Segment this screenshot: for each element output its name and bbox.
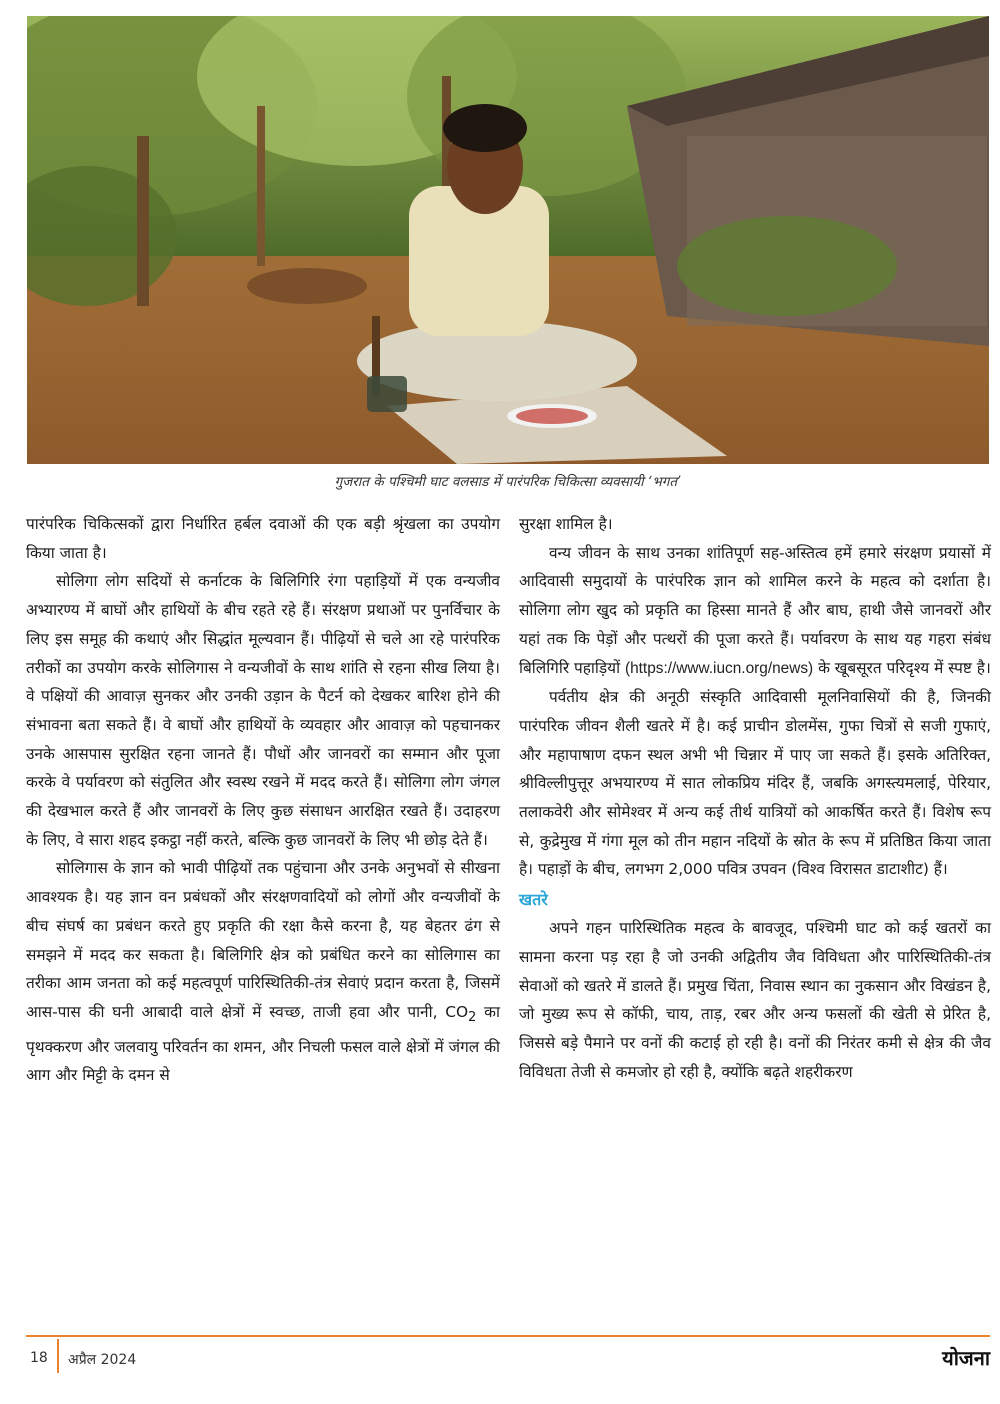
left-column	[26, 510, 500, 1090]
paragraph: पारंपरिक चिकित्सकों द्वारा निर्धारित हर्बल दवाओं की एक बड़ी श्रृंखला का उपयोग किया जाता है।	[26, 515, 500, 562]
paragraph: अपने गहन पारिस्थितिक महत्व के बावजूद, पश्चिमी घाट को कई खतरों का सामना करना पड़ रहा है जो उनकी अद्वितीय जैव विविधता और पारिस्थितिकी-तंत्र सेवाओं को खतरे में डालते हैं। प्रमुख चिंता, निवास स्थान का नुकसान और विखंडन है, जो मुख्य रूप से कॉफी, चाय, ताड़, रबर और अन्य फसलों की खेती से प्रेरित है, जिससे बड़े पैमाने पर वनों की कटाई हो रही है। वनों की निरंतर कमी से क्षेत्र की जैव विविधता तेजी से कमजोर हो रही है, क्योंकि बढ़ते शहरीकरण	[519, 919, 991, 1081]
photo-illustration	[27, 16, 989, 464]
paragraph-text: सोलिगास के ज्ञान को भावी पीढ़ियों तक पहुंचाना और उनके अनुभवों से सीखना आवश्यक है। यह ज्ञान वन प्रबंधकों और संरक्षणवादियों को लोगों और वन्यजीवों के बीच संघर्ष का प्रबंधन करते हुए प्रकृति की रक्षा कैसे करना है, यह बेहतर ढंग से समझने में मदद कर सकता है। बिलिगिरि क्षेत्र को प्रबंधित करने का सोलिगास का तरीका आम जनता को कई महत्वपूर्ण पारिस्थितिकी-तंत्र सेवाएं प्रदान करता है, जिसमें आस-पास की घनी आबादी वाले क्षेत्रों में स्वच्छ, ताजी हवा और पानी,	[26, 859, 500, 1021]
paragraph	[26, 854, 500, 1090]
paragraph: पर्वतीय क्षेत्र की अनूठी संस्कृति आदिवासी मूलनिवासियों की है, जिनकी पारंपरिक जीवन शैली खतरे में है। कई प्राचीन डोलमेंस, गुफा चित्रों से सजी गुफाएं, और महापाषाण दफन स्थल अभी भी चिन्नार में पाए जा सकते हैं। इसके अतिरिक्त, श्रीविल्लीपुत्तूर अभयारण्य में सात लोकप्रिय मंदिर हैं, जबकि अगस्त्यमलाई, पेरियार, तलाकवेरी और सोमेश्वर में अन्य कई तीर्थ यात्रियों को आकर्षित करते हैं। विशेष रूप से, कुद्रेमुख में गंगा मूल को तीन महान नदियों के स्रोत के रूप में प्रतिष्ठित किया जाता है। पहाड़ों के बीच, लगभग 2,000 पवित्र उपवन (विश्व विरासत डाटाशीट) हैं।	[519, 688, 991, 879]
healer-photo	[27, 16, 989, 464]
formula-text: CO	[445, 1002, 469, 1021]
right-column	[519, 510, 991, 1086]
formula-subscript: 2	[468, 1010, 477, 1026]
paragraph: सोलिगा लोग सदियों से कर्नाटक के बिलिगिरि रंगा पहाड़ियों में एक वन्यजीव अभ्यारण्य में बाघों और हाथियों के बीच रहते रहे हैं। संरक्षण प्रथाओं पर पुनर्विचार के लिए इस समूह की कथाएं और सिद्धांत मूल्यवान हैं। पीढ़ियों से चले आ रहे पारंपरिक तरीकों का उपयोग करके सोलिगास ने वन्यजीवों के साथ शांति से रहना सीख लिया है। वे पक्षियों की आवाज़ सुनकर और उनकी उड़ान के पैटर्न को देखकर बारिश होने की संभावना बता सकते हैं। वे बाघों और हाथियों के व्यवहार और आवाज़ को पहचानकर उनके आसपास सुरक्षित रहना जानते हैं। पौधों और जानवरों का सम्मान और पूजा करके वे पर्यावरण को संतुलित और स्वस्थ रखने में मदद करते हैं। सोलिगा लोग जंगल की देखभाल करते हैं और जानवरों के लिए कुछ संसाधन आरक्षित रखते हैं। उदाहरण के लिए, वे सारा शहद इकट्ठा नहीं करते, बल्कि कुछ जानवरों के लिए भी छोड़ देते हैं।	[26, 572, 500, 849]
paragraph-text: वन्य जीवन के साथ उनका शांतिपूर्ण सह-अस्तित्व हमें हमारे संरक्षण प्रयासों में आदिवासी समुदायों के पारंपरिक ज्ञान को शामिल करने के महत्व को दर्शाता है। सोलिगा लोग खुद को प्रकृति का हिस्सा मानते हैं और बाघ, हाथी जैसे जानवरों और यहां तक कि पेड़ों और पत्थरों की पूजा करते हैं। पर्यावरण के साथ यह गहरा संबंध बिलिगिरि पहाड़ियों	[519, 543, 991, 677]
co2-formula	[445, 1002, 477, 1026]
page-number: 18	[30, 1350, 48, 1366]
footer-divider	[57, 1339, 59, 1373]
footer-rule	[26, 1335, 990, 1337]
paragraph-text: का पृथक्करण और जलवायु परिवर्तन का शमन, और निचली फसल वाले क्षेत्रों में जंगल की आग और मिट्टी के दमन से	[26, 1002, 500, 1085]
source-link[interactable]: (https://www.iucn.org/news)	[624, 659, 814, 677]
paragraph-text: के खूबसूरत परिदृश्य में स्पष्ट है।	[818, 658, 991, 677]
section-heading: खतरे	[519, 890, 548, 910]
photo-caption: गुजरात के पश्चिमी घाट वलसाड में पारंपरिक चिकित्सा व्यवसायी ‘भगत’	[334, 474, 682, 490]
paragraph: सुरक्षा शामिल है।	[519, 515, 613, 533]
magazine-brand: योजना	[942, 1346, 990, 1370]
paragraph	[519, 539, 991, 684]
issue-date: अप्रैल 2024	[68, 1352, 137, 1368]
